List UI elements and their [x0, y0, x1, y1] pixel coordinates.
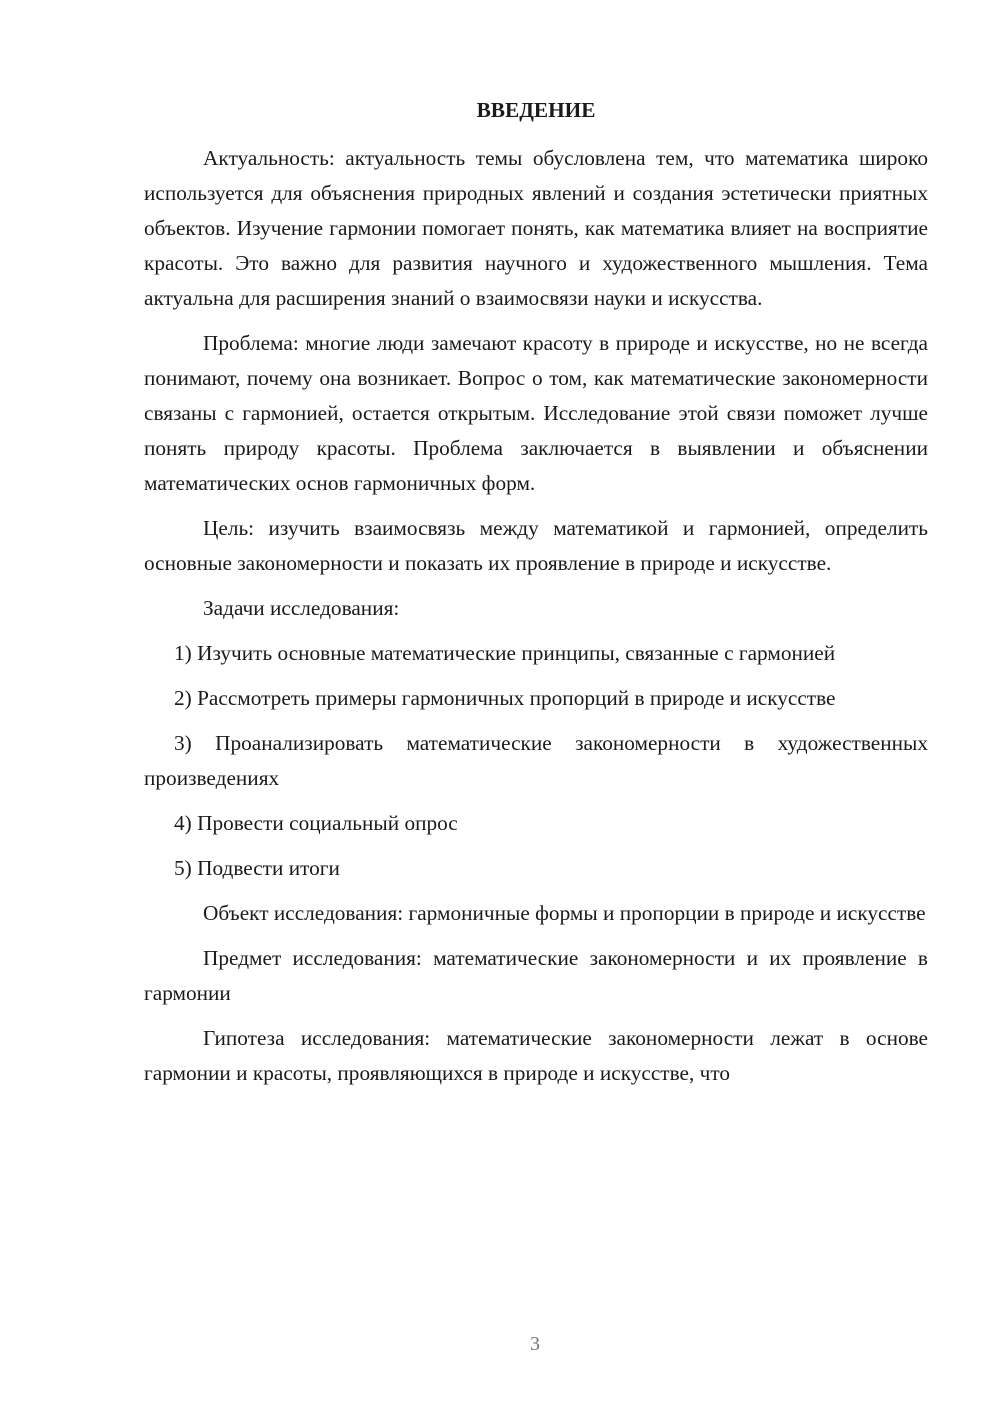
- object-paragraph: Объект исследования: гармоничные формы и пропорции в природе и искусстве: [203, 901, 926, 925]
- tasks-title: Задачи исследования:: [203, 596, 400, 620]
- subject-paragraph: Предмет исследования: математические закономерности и их проявление в гармонии: [144, 946, 928, 1005]
- task-item-4: 4) Провести социальный опрос: [174, 811, 458, 835]
- task-item-1: 1) Изучить основные математические принципы, связанные с гармонией: [174, 641, 836, 665]
- goal-paragraph: Цель: изучить взаимосвязь между математикой и гармонией, определить основные закономерности и показать их проявление в природе и искусстве.: [144, 516, 928, 575]
- hypothesis-paragraph: Гипотеза исследования: математические закономерности лежат в основе гармонии и красоты, проявляющихся в природе и искусстве, что: [144, 1026, 928, 1085]
- task-item-3: 3) Проанализировать математические закономерности в художественных произведениях: [144, 731, 928, 790]
- task-item-2: 2) Рассмотреть примеры гармоничных пропорций в природе и искусстве: [174, 686, 836, 710]
- document-page: [144, 92, 928, 1101]
- relevance-paragraph: Актуальность: актуальность темы обусловлена тем, что математика широко используется для объяснения природных явлений и создания эстетически приятных объектов. Изучение гармонии помогает понять, как математика влияет на восприятие красоты. Это важно для развития научного и художественного мышления. Тема актуальна для расширения знаний о взаимосвязи науки и искусства.: [144, 146, 928, 310]
- task-item-5: 5) Подвести итоги: [174, 856, 340, 880]
- section-heading: ВВЕДЕНИЕ: [476, 98, 596, 122]
- page-number: 3: [530, 1333, 540, 1355]
- problem-paragraph: Проблема: многие люди замечают красоту в природе и искусстве, но не всегда понимают, почему она возникает. Вопрос о том, как математические закономерности связаны с гармонией, остается открытым. Исследование этой связи поможет лучше понять природу красоты. Проблема заключается в выявлении и объяснении математических основ гармоничных форм.: [144, 331, 928, 495]
